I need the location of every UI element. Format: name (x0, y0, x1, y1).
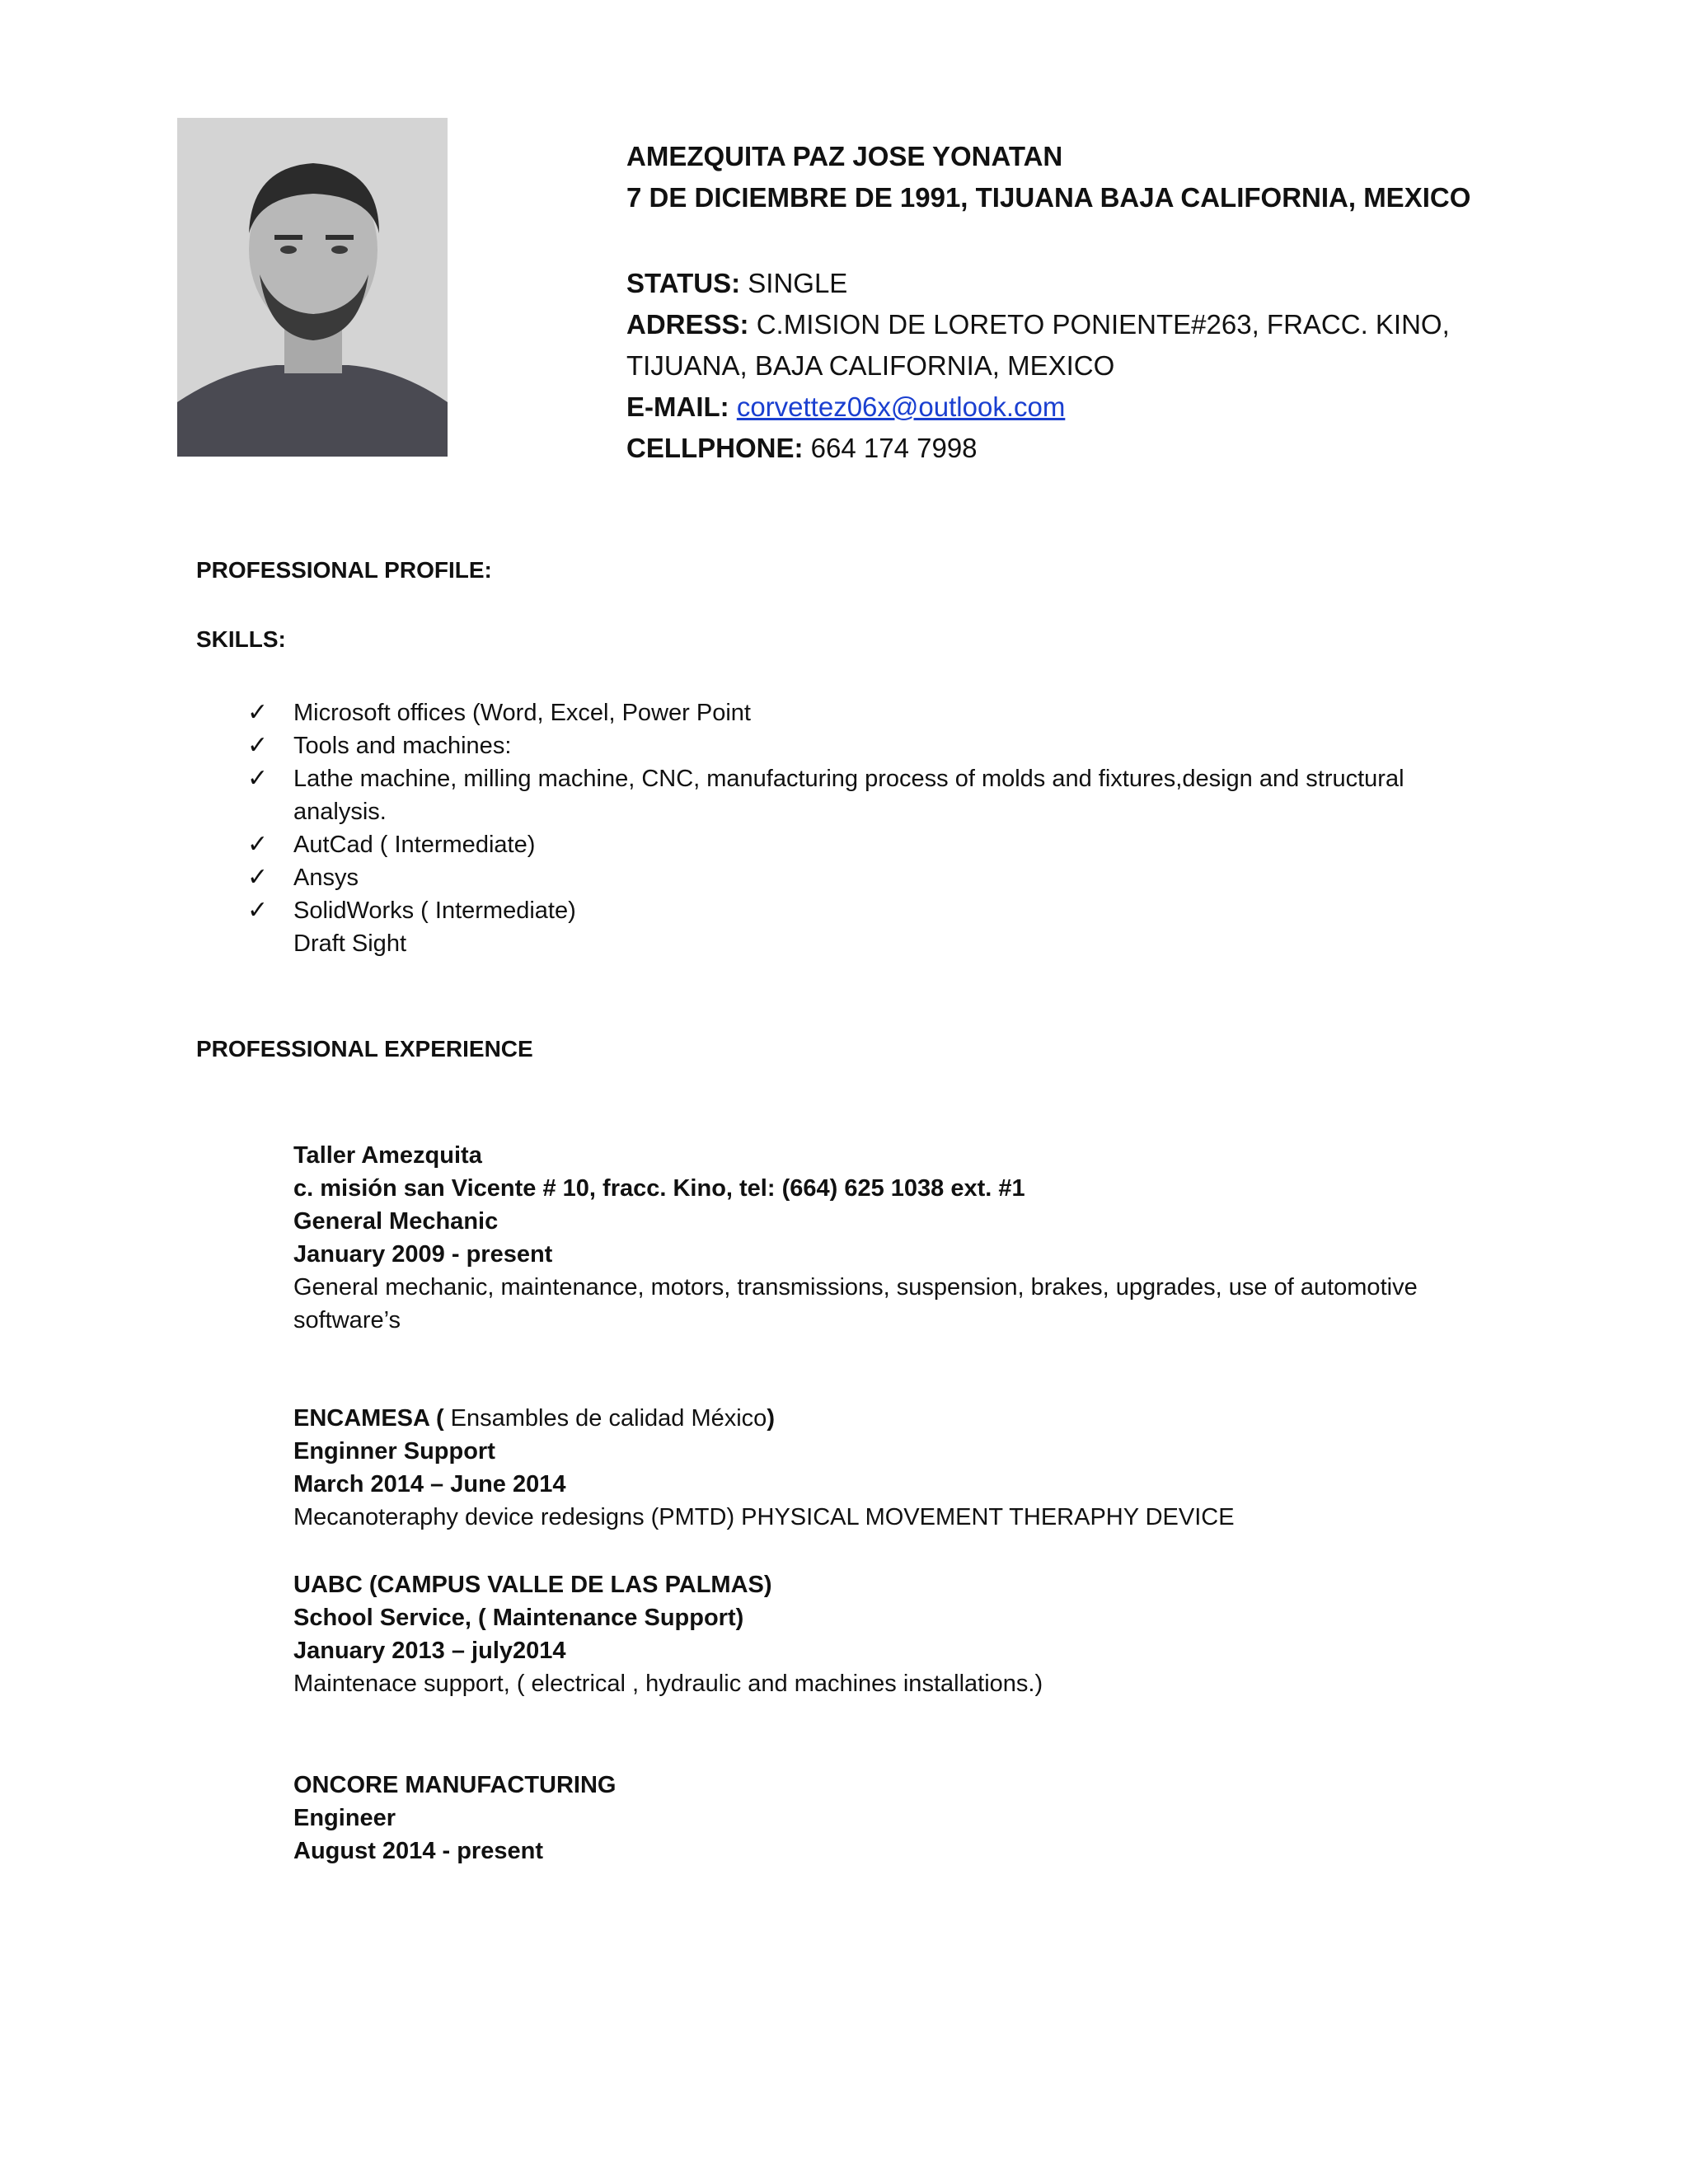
job-description: General mechanic, maintenance, motors, transmissions, suspension, brakes, upgrades, use of automotive (293, 1274, 1418, 1301)
email-link[interactable]: corvettez06x@outlook.com (736, 391, 1066, 422)
job-dates: March 2014 – June 2014 (293, 1471, 566, 1497)
list-item (247, 894, 1484, 927)
experience-entry (293, 1568, 1530, 1700)
skill-text: Draft Sight (293, 930, 406, 957)
email-line (626, 387, 1615, 428)
list-item-continuation (247, 795, 1484, 828)
job-role: School Service, ( Maintenance Support) (293, 1605, 744, 1631)
check-icon: ✓ (247, 765, 269, 792)
cellphone-label: CELLPHONE: (626, 433, 804, 463)
job-description-cont: software’s (293, 1307, 401, 1333)
list-item (247, 729, 1484, 762)
address-line-2 (626, 345, 1615, 387)
profile-photo (177, 118, 448, 457)
job-role: Engineer (293, 1805, 396, 1831)
check-icon: ✓ (247, 699, 269, 726)
address-value-1: C.MISION DE LORETO PONIENTE#263, FRACC. KINO, (756, 309, 1450, 340)
experience-entry (293, 1139, 1530, 1337)
status-label: STATUS: (626, 268, 741, 298)
header-info (626, 136, 1615, 469)
cellphone-value: 664 174 7998 (810, 433, 978, 463)
birth-info: 7 DE DICIEMBRE DE 1991, TIJUANA BAJA CALIFORNIA, MEXICO (626, 182, 1471, 213)
job-description: Maintenace support, ( electrical , hydraulic and machines installations.) (293, 1671, 1043, 1697)
job-dates: January 2013 – july2014 (293, 1638, 566, 1664)
company-close: ) (767, 1405, 775, 1432)
company-name: Taller Amezquita (293, 1142, 482, 1169)
experience-entry (293, 1769, 1530, 1868)
job-description: Mecanoteraphy device redesigns (PMTD) PHYSICAL MOVEMENT THERAPHY DEVICE (293, 1504, 1235, 1530)
skill-text: Microsoft offices (Word, Excel, Power Point (293, 700, 751, 726)
skills-list (247, 696, 1484, 960)
status-line (626, 263, 1615, 304)
company-detail: Ensambles de calidad México (443, 1405, 767, 1432)
company-name: ONCORE MANUFACTURING (293, 1772, 617, 1798)
list-item (247, 762, 1484, 795)
skills-heading: SKILLS: (196, 626, 286, 652)
company-line (293, 1402, 1530, 1435)
check-icon: ✓ (247, 897, 269, 924)
check-icon: ✓ (247, 732, 269, 759)
company-name: UABC (CAMPUS VALLE DE LAS PALMAS) (293, 1572, 772, 1598)
skill-text: SolidWorks ( Intermediate) (293, 898, 576, 924)
address-line (626, 304, 1615, 345)
check-icon: ✓ (247, 831, 269, 858)
status-value: SINGLE (748, 268, 848, 298)
job-role: General Mechanic (293, 1208, 499, 1235)
full-name: AMEZQUITA PAZ JOSE YONATAN (626, 141, 1063, 171)
list-item (247, 828, 1484, 861)
skill-text: Lathe machine, milling machine, CNC, manufacturing process of molds and fixtures,design and structural (293, 766, 1404, 792)
list-item (247, 861, 1484, 894)
experience-entry (293, 1402, 1530, 1534)
job-role: Enginner Support (293, 1438, 495, 1465)
job-dates: August 2014 - present (293, 1838, 543, 1864)
cellphone-line (626, 428, 1615, 469)
address-value-2: TIJUANA, BAJA CALIFORNIA, MEXICO (626, 350, 1115, 381)
address-label: ADRESS: (626, 309, 749, 340)
skill-text: analysis. (293, 799, 387, 825)
list-item-continuation (247, 927, 1484, 960)
experience-heading: PROFESSIONAL EXPERIENCE (196, 1036, 533, 1062)
company-address: c. misión san Vicente # 10, fracc. Kino, tel: (664) 625 1038 ext. #1 (293, 1175, 1025, 1202)
profile-heading: PROFESSIONAL PROFILE: (196, 557, 492, 583)
check-icon: ✓ (247, 864, 269, 891)
list-item (247, 696, 1484, 729)
skill-text: Ansys (293, 865, 359, 891)
email-label: E-MAIL: (626, 391, 729, 422)
skill-text: AutCad ( Intermediate) (293, 832, 536, 858)
skill-text: Tools and machines: (293, 733, 512, 759)
company-name: ENCAMESA ( (293, 1405, 444, 1432)
portrait-illustration (177, 118, 448, 457)
job-dates: January 2009 - present (293, 1241, 553, 1268)
